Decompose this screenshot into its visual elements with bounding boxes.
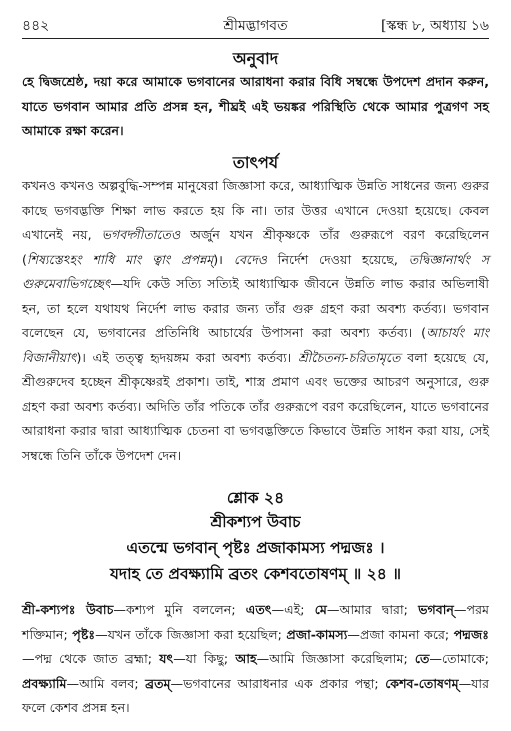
- purport-segment: অর্জুন যখন শ্রীকৃষ্ণকে তাঁর গুরুরূপে বরণ করেছিলেন (: [22, 227, 490, 267]
- purport-text: [22, 174, 489, 468]
- synonym-meaning: —আমি বলব;: [66, 675, 146, 691]
- verse-line-2: যদাহ তে প্রবক্ষ্যামি ব্রতং কেশবতোষণম্‌ ॥ ২৪ ॥: [110, 565, 401, 583]
- synonym-word: আহ: [235, 651, 257, 666]
- purport-segment: )। এই তত্ত্ব হৃদয়ঙ্গম করা অবশ্য কর্তব্য।: [76, 349, 299, 365]
- synonym-meaning: —যখন তাঁকে জিজ্ঞাসা করা হয়েছিল;: [95, 626, 287, 642]
- synonym-word: ব্রতম্: [145, 675, 171, 691]
- purport-segment: নির্দেশ দেওয়া হয়েছে,: [266, 251, 409, 267]
- purport-quote: তদ্বিজ্ঞানার্থং স গুরুমেবাভিগচ্ছেৎ: [22, 251, 490, 291]
- synonym-meaning: —পদ্ম থেকে জাত ব্রহ্মা;: [22, 651, 160, 666]
- page-number: ৪৪২: [22, 18, 50, 34]
- synonym-word: তে: [414, 651, 430, 666]
- synonym-meaning: —তোমাকে;: [429, 651, 489, 666]
- synonym-word: প্রজা-কামস্য: [286, 626, 348, 642]
- synonym-word: কেশব-তোষণম্: [385, 675, 459, 691]
- synonyms-text: [22, 598, 489, 721]
- purport-heading: তাৎপর্য: [232, 153, 279, 172]
- synonym-word: পৃষ্টঃ: [72, 626, 96, 642]
- purport-quote: বেদেও: [233, 251, 267, 267]
- purport-quote: শ্রীচৈতন্য-চরিতামৃতে: [298, 349, 401, 365]
- verse-speaker: শ্রীকশ্যপ উবাচ: [210, 513, 301, 531]
- purport-segment: )।: [213, 251, 234, 267]
- synonym-word: এতৎ: [245, 602, 272, 617]
- book-title: শ্রীমদ্ভাগবত: [223, 18, 288, 34]
- purport-segment: —যদি কেউ সত্যি সত্যিই আধ্যাত্মিক জীবনে উন্নতি লাভ করার অভিলাষী হন, তা হলে যথাযথ নির্দেশ লাভ করার জন্য তাঁর গুরু গ্রহণ করা অবশ্য কর্তব্য। ভগবান বলেছেন যে, ভগবানের প্রতিনিধি আচার্যের উপাসনা করা অবশ্য কর্তব্য। (: [22, 276, 489, 340]
- verse-line-1: এতন্মে ভগবান্‌ পৃষ্টঃ প্রজাকামস্য পদ্মজঃ ।: [126, 539, 385, 557]
- synonym-meaning: —ভগবানের আরাধনার এক প্রকার পন্থা;: [170, 675, 386, 691]
- page-header: [22, 14, 489, 38]
- synonym-word: শ্রী-কশ্যপঃ উবাচ: [22, 602, 114, 617]
- synonym-meaning: —যার ফলে কেশব প্রসন্ন হন।: [22, 675, 489, 715]
- synonym-meaning: —আমার দ্বারা;: [326, 602, 419, 617]
- synonym-word: মে: [314, 602, 327, 617]
- translation-heading: অনুবাদ: [232, 49, 279, 68]
- synonym-meaning: —এই;: [271, 602, 315, 617]
- translation-text: হে দ্বিজশ্রেষ্ঠ, দয়া করে আমাকে ভগবানের আরাধনা করার বিধি সম্বন্ধে উপদেশ প্রদান করুন, যাতে ভগবান আমার প্রতি প্রসন্ন হন, শীঘ্রই এই ভয়ঙ্কর পরিস্থিতি থেকে আমার পুত্রগণ সহ আমাকে রক্ষা করেন।: [22, 74, 489, 138]
- synonym-word: যৎ: [159, 651, 174, 666]
- synonym-meaning: —কশ্যপ মুনি বললেন;: [113, 602, 246, 617]
- purport-quote: শিষ্যস্তেঽহং শাধি মাং ত্বাং প্রপন্নম্: [26, 251, 214, 267]
- verse-number: শ্লোক ২৪: [226, 489, 285, 507]
- synonym-word: প্রবক্ষ্যামি: [22, 675, 67, 691]
- synonym-meaning: —আমি জিজ্ঞাসা করেছিলাম;: [256, 651, 415, 666]
- purport-segment: বলা হয়েছে যে, শ্রীগুরুদেব হচ্ছেন শ্রীকৃষ্ণেরই প্রকাশ। তাই, শাস্ত্র প্রমাণ এবং ভক্তের আচরণ অনুসারে, গুরু গ্রহণ করা অবশ্য কর্তব্য। অদিতি তাঁর পতিকে তাঁর গুরুরূপে বরণ করেছিলেন, যাতে ভগবানের আরাধনা করার দ্বারা আধ্যাত্মিক চেতনা বা ভগবদ্ভক্তিতে কিভাবে উন্নতি সাধন করা যায়, সেই সম্বন্ধে তিনি তাঁকে উপদেশ দেন।: [22, 349, 489, 463]
- synonym-word: ভগবান্: [418, 602, 454, 617]
- chapter-reference: [স্কন্ধ ৮, অধ্যায় ১৬: [380, 18, 489, 34]
- purport-quote: ভগবদ্গীতাতেও: [101, 227, 181, 242]
- synonym-meaning: —যা কিছু;: [173, 651, 236, 666]
- purport-segment: কখনও কখনও অল্পবুদ্ধি-সম্পন্ন মানুষেরা জিজ্ঞাসা করে, আধ্যাত্মিক উন্নতি সাধনের জন্য গুরুর কাছে ভগবদ্ভক্তি শিক্ষা লাভ করতে হয় কি না। তার উত্তর এখানে দেওয়া হয়েছে। কেবল এখানেই নয়,: [22, 178, 489, 242]
- synonym-meaning: —প্রজা কামনা করে;: [347, 626, 454, 642]
- synonym-meaning: —পরম শক্তিমান;: [22, 602, 489, 642]
- purport-quote: আচার্যং মাং বিজানীয়াৎ: [22, 325, 489, 365]
- header-rule: [22, 38, 489, 39]
- synonym-word: পদ্মজঃ: [453, 626, 489, 642]
